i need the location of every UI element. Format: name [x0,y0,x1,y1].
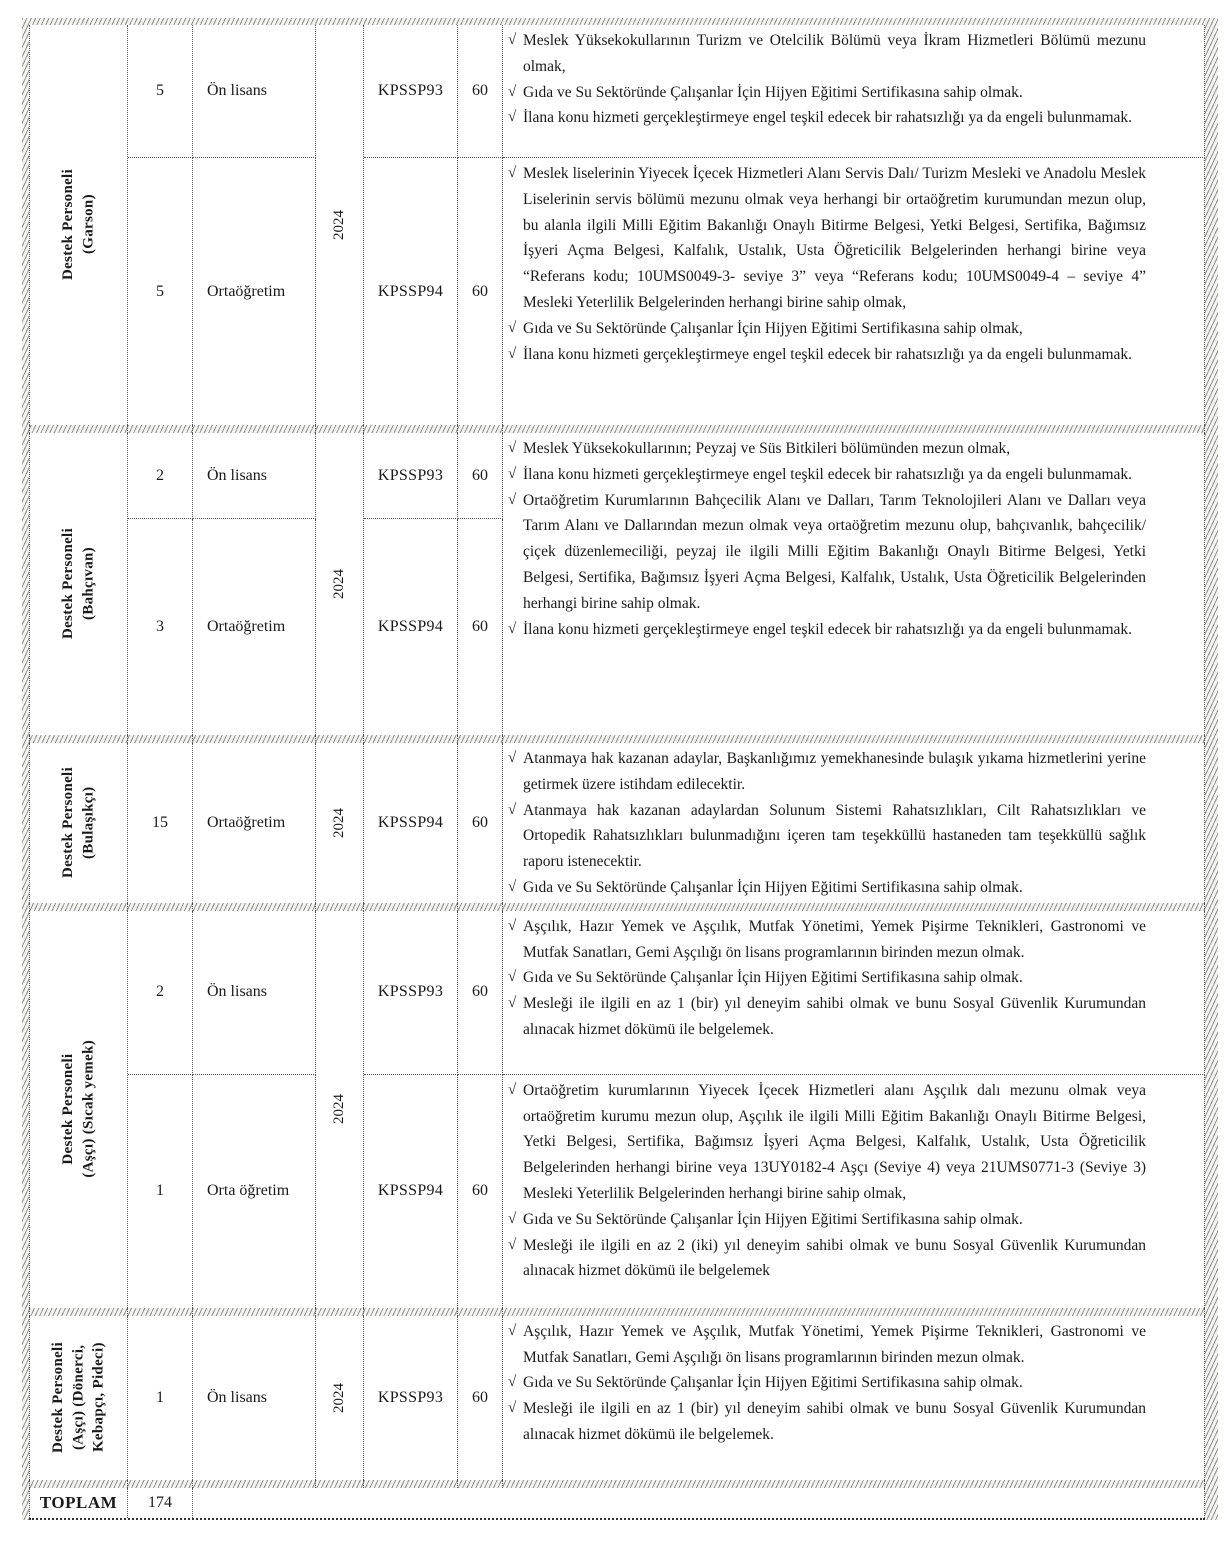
requirements-cell [503,433,1205,735]
position-label [29,743,128,903]
position-label-text [58,169,99,280]
year-cell [316,743,364,903]
requirement-item [508,1319,1146,1371]
position-label-text [58,767,99,878]
section-separator [29,1308,1205,1316]
position-line: Destek Personeli [60,169,77,281]
quota-cell: 3 [128,519,193,735]
total-label: TOPLAM [29,1488,128,1518]
requirements-cell [503,1075,1205,1308]
education-cell: Ortaöğretim [193,158,316,425]
requirement-text: Mesleği ile ilgili en az 1 (bir) yıl deneyim sahibi olmak ve bunu Sosyal Güvenlik Kurumundan alınacak hizmet dökümü ile belgelemek. [523,995,1146,1038]
requirements-cell [503,1316,1205,1480]
min-score-cell: 60 [458,1075,503,1308]
position-line: (Garson) [80,195,97,255]
year-text: 2024 [331,807,348,838]
kpss-type-cell: KPSSP94 [364,158,458,425]
min-score-cell: 60 [458,433,503,519]
requirement-item [508,875,1146,901]
requirement-item [508,1207,1146,1233]
position-line: (Aşçı) (Dönerci, [70,1345,87,1451]
check-bullet-icon: √ [508,620,517,637]
education-cell: Ön lisans [193,911,316,1075]
requirement-item [508,436,1146,462]
requirement-item [508,1078,1146,1207]
check-bullet-icon: √ [508,878,517,895]
section-bahcivan [29,433,1205,735]
requirement-text: İlana konu hizmeti gerçekleştirmeye engel teşkil edecek bir rahatsızlığı ya da engeli bulunmamak. [523,620,1133,638]
min-score-cell: 60 [458,743,503,903]
position-label [29,911,128,1308]
min-score-cell: 60 [458,519,503,735]
check-bullet-icon: √ [508,750,517,766]
check-bullet-icon: √ [508,1210,517,1227]
position-label [29,1316,128,1480]
section-bulasikci [29,743,1205,903]
year-cell [316,911,364,1308]
requirement-text: Gıda ve Su Sektöründe Çalışanlar İçin Hijyen Eğitimi Sertifikasına sahip olmak. [523,1374,1023,1392]
total-value: 174 [128,1488,193,1518]
min-score-cell: 60 [458,1316,503,1480]
quota-cell: 15 [128,743,193,903]
kpss-type-cell: KPSSP93 [364,433,458,519]
year-cell [316,433,364,735]
position-line: Destek Personeli [50,1342,67,1454]
check-bullet-icon: √ [508,1400,517,1417]
requirement-text: Meslek Yüksekokullarının Turizm ve Otelcilik Bölümü veya İkram Hizmetleri Bölümü mezunu olmak, [523,32,1146,75]
requirement-text: Aşçılık, Hazır Yemek ve Aşçılık, Mutfak Yönetimi, Yemek Pişirme Teknikleri, Gastronomi ve Mutfak Sanatları, Gemi Aşçılığı ön lisans programlarının birinden mezun olmak. [523,917,1146,961]
education-cell: Ön lisans [193,1316,316,1480]
requirement-item [508,965,1146,991]
education-cell: Ortaöğretim [193,743,316,903]
requirement-item [508,798,1146,875]
requirement-text: Aşçılık, Hazır Yemek ve Aşçılık, Mutfak Yönetimi, Yemek Pişirme Teknikleri, Gastronomi ve Mutfak Sanatları, Gemi Aşçılığı ön lisans programlarının birinden mezun olmak. [523,1322,1146,1366]
year-text: 2024 [331,1094,348,1125]
requirement-item [508,914,1146,966]
requirement-item [508,746,1146,798]
requirement-text: İlana konu hizmeti gerçekleştirmeye engel teşkil edecek bir rahatsızlığı ya da engeli bulunmamak. [523,109,1133,127]
kpss-type-cell: KPSSP94 [364,1075,458,1308]
education-cell: Ön lisans [193,433,316,519]
check-bullet-icon: √ [508,345,517,362]
check-bullet-icon: √ [508,969,517,986]
section-separator [29,735,1205,743]
check-bullet-icon: √ [508,32,517,48]
check-bullet-icon: √ [508,319,517,336]
requirement-text: Gıda ve Su Sektöründe Çalışanlar İçin Hijyen Eğitimi Sertifikasına sahip olmak. [523,83,1023,101]
requirements-cell [503,911,1205,1075]
requirement-item [508,105,1146,131]
requirement-item [508,316,1146,342]
check-bullet-icon: √ [508,1236,517,1253]
check-bullet-icon: √ [508,491,517,508]
requirement-text: İlana konu hizmeti gerçekleştirmeye engel teşkil edecek bir rahatsızlığı ya da engeli bulunmamak. [523,465,1133,483]
position-line: (Bahçıvan) [80,547,97,621]
requirement-text: İlana konu hizmeti gerçekleştirmeye engel teşkil edecek bir rahatsızlığı ya da engeli bulunmamak. [523,345,1133,363]
requirement-text: Atanmaya hak kazanan adaylar, Başkanlığımız yemekhanesinde bulaşık yıkama hizmetlerini yerine getirmek üzere istihdam edilecektir. [523,750,1146,793]
check-bullet-icon: √ [508,917,517,934]
position-line: Kebapçı, Pideci) [90,1342,107,1453]
year-text: 2024 [331,1382,348,1413]
section-garson [29,25,1205,425]
year-cell [316,1316,364,1480]
requirement-item [508,80,1146,106]
position-label-text [48,1342,109,1453]
position-line: (Aşçı) (Sıcak yemek) [80,1040,97,1179]
requirement-text: Meslek liselerinin Yiyecek İçecek Hizmetleri Alanı Servis Dalı/ Turizm Mesleki ve Anadolu Meslek Liselerinin servis bölümü mezunu olmak veya herhangi bir ortaöğretim kurumundan mezun olup, bu alanla ilgili Milli Eğitim Bakanlığı Onaylı Bitirme Belgesi, Yetki Belgesi, Sertifika, Bağımsız İşyeri Açma Belgesi, Kalfalık, Ustalık, Usta Öğreticilik Belgelerinden herhangi birine veya “Referans kodu; 10UMS0049-3- seviye 3” veya “Referans kodu; 10UMS0049-4 – seviye 4” Mesleki Yeterlilik Belgelerinden herhangi birine sahip olmak, [523,165,1146,311]
education-cell: Ön lisans [193,25,316,158]
min-score-cell: 60 [458,911,503,1075]
kpss-type-cell: KPSSP94 [364,519,458,735]
quota-cell: 1 [128,1316,193,1480]
year-text: 2024 [331,569,348,599]
check-bullet-icon: √ [508,1322,517,1339]
check-bullet-icon: √ [508,465,517,482]
requirement-text: Meslek Yüksekokullarının; Peyzaj ve Süs Bitkileri bölümünden mezun olmak, [523,440,1011,457]
check-bullet-icon: √ [508,1374,517,1391]
position-line: Destek Personeli [60,528,77,640]
requirement-item [508,1396,1146,1448]
total-row [29,1488,1205,1520]
requirement-text: Gıda ve Su Sektöründe Çalışanlar İçin Hijyen Eğitimi Sertifikasına sahip olmak. [523,1210,1023,1228]
year-text: 2024 [331,210,348,240]
education-cell: Ortaöğretim [193,519,316,735]
requirement-item [508,1233,1146,1285]
kpss-type-cell: KPSSP94 [364,743,458,903]
quota-cell: 2 [128,433,193,519]
year-cell [316,25,364,425]
min-score-cell: 60 [458,25,503,158]
requirement-item [508,462,1146,488]
check-bullet-icon: √ [508,1081,517,1098]
requirements-cell [503,158,1205,425]
position-label [29,25,128,425]
position-line: (Bulaşıkçı) [80,786,97,860]
check-bullet-icon: √ [508,995,517,1012]
section-separator [29,1480,1205,1488]
education-cell: Orta öğretim [193,1075,316,1308]
check-bullet-icon: √ [508,83,517,100]
kpss-type-cell: KPSSP93 [364,911,458,1075]
requirement-item [508,342,1146,368]
requirement-text: Mesleği ile ilgili en az 2 (iki) yıl deneyim sahibi olmak ve bunu Sosyal Güvenlik Kurumundan alınacak hizmet dökümü ile belgelemek [523,1236,1146,1280]
requirement-item [508,28,1146,80]
section-separator [29,425,1205,433]
section-asci-donerci-kebapci-pideci [29,1316,1205,1480]
position-label [29,433,128,735]
position-line: Destek Personeli [60,1053,77,1165]
quota-cell: 1 [128,1075,193,1308]
position-label-text [58,528,99,639]
check-bullet-icon: √ [508,109,517,126]
total-empty-cell [193,1488,1205,1518]
kpss-type-cell: KPSSP93 [364,25,458,158]
quota-cell: 2 [128,911,193,1075]
requirement-text: Gıda ve Su Sektöründe Çalışanlar İçin Hijyen Eğitimi Sertifikasına sahip olmak. [523,969,1023,987]
requirement-item [508,617,1146,643]
check-bullet-icon: √ [508,165,517,181]
requirement-text: Gıda ve Su Sektöründe Çalışanlar İçin Hijyen Eğitimi Sertifikasına sahip olmak, [523,319,1023,337]
check-bullet-icon: √ [508,440,517,456]
requirement-text: Atanmaya hak kazanan adaylardan Solunum Sistemi Rahatsızlıkları, Cilt Rahatsızlıkları ve Ortopedik Rahatsızlıkları bulunmadığını içeren tam teşekküllü hastaneden tam teşekküllü sağlık raporu istenecektir. [523,801,1146,871]
position-label-text [58,1040,99,1178]
requirement-text: Ortaöğretim kurumlarının Yiyecek İçecek Hizmetleri alanı Aşçılık dalı mezunu olmak veya ortaöğretim kurumu mezun olup, Aşçılık ile ilgili Milli Eğitim Bakanlığı Onaylı Bitirme Belgesi, Yetki Belgesi, Sertifika, Bağımsız İşyeri Açma Belgesi, Kalfalık, Ustalık, Usta Öğreticilik Belgelerinden herhangi birine veya 13UY0182-4 Aşçı (Seviye 4) veya 21UMS0771-3 (Seviye 3) Mesleki Yeterlilik Belgelerinden herhangi birine sahip olmak, [523,1081,1146,1202]
requirement-item [508,991,1146,1043]
requirement-item [508,488,1146,617]
section-separator [29,903,1205,911]
quota-cell: 5 [128,25,193,158]
section-asci-sicak-yemek [29,911,1205,1308]
requirement-text: Mesleği ile ilgili en az 1 (bir) yıl deneyim sahibi olmak ve bunu Sosyal Güvenlik Kurumundan alınacak hizmet dökümü ile belgelemek. [523,1400,1146,1443]
requirements-cell [503,743,1205,903]
requirement-item [508,161,1146,316]
requirements-cell [503,25,1205,158]
kpss-type-cell: KPSSP93 [364,1316,458,1480]
quota-cell: 5 [128,158,193,425]
min-score-cell: 60 [458,158,503,425]
requirement-item [508,1370,1146,1396]
requirement-text: Ortaöğretim Kurumlarının Bahçecilik Alanı ve Dalları, Tarım Teknolojileri Alanı ve Dalları veya Tarım Alanı ve Dallarından mezun olmak veya ortaöğretim mezunu olup, bahçıvanlık, bahçecilik/çiçek düzenlemeciliği, peyzaj ile ilgili Milli Eğitim Bakanlığı Onaylı Bitirme Belgesi, Yetki Belgesi, Sertifika, Bağımsız İşyeri Açma Belgesi, Kalfalık, Ustalık, Usta Öğreticilik Belgelerinden herhangi birine sahip olmak. [523,491,1146,612]
check-bullet-icon: √ [508,801,517,818]
requirement-text: Gıda ve Su Sektöründe Çalışanlar İçin Hijyen Eğitimi Sertifikasına sahip olmak. [523,878,1023,896]
position-line: Destek Personeli [60,767,77,879]
document-table [22,18,1218,1520]
